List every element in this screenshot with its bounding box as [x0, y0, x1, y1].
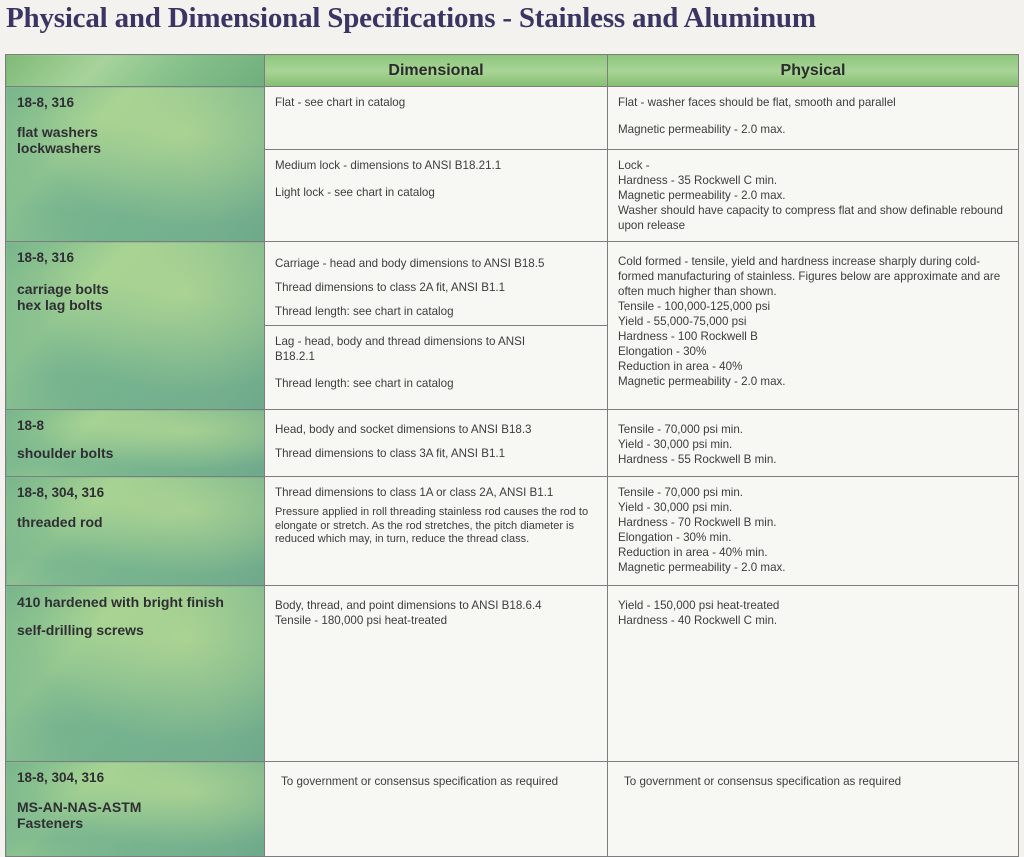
- physical-cell: [608, 242, 1019, 410]
- dimensional-cell: [265, 477, 608, 586]
- row-label-threaded-rod: [6, 477, 265, 586]
- dimensional-cell: [265, 87, 608, 150]
- spec-line: Magnetic permeability - 2.0 max.: [618, 189, 786, 202]
- spec-line: Light lock - see chart in catalog: [275, 186, 435, 199]
- spec-line: Reduction in area - 40% min.: [618, 546, 768, 559]
- spec-line: Head, body and socket dimensions to ANSI B18.3: [275, 423, 532, 436]
- physical-cell: [608, 150, 1019, 242]
- product-type: hex lag bolts: [17, 297, 103, 313]
- spec-line: Magnetic permeability - 2.0 max.: [618, 561, 786, 574]
- spec-table: [5, 54, 1019, 857]
- dimensional-cell: [265, 242, 608, 326]
- spec-line: To government or consensus specification as required: [281, 775, 559, 788]
- spec-line: Tensile - 70,000 psi min.: [618, 486, 744, 499]
- product-type: Fasteners: [17, 815, 84, 831]
- spec-line: Reduction in area - 40%: [618, 360, 743, 373]
- header-dimensional: Dimensional: [265, 55, 608, 87]
- spec-line: Body, thread, and point dimensions to ANSI B18.6.4: [275, 599, 542, 612]
- spec-line: Magnetic permeability - 2.0 max.: [618, 375, 786, 388]
- table-row: [6, 87, 1019, 150]
- spec-line: Thread dimensions to class 3A fit, ANSI B1.1: [275, 447, 506, 460]
- physical-cell: [608, 410, 1019, 477]
- product-type: threaded rod: [17, 514, 103, 530]
- spec-line: Flat - washer faces should be flat, smooth and parallel: [618, 96, 896, 109]
- physical-cell: [608, 477, 1019, 586]
- spec-line: Magnetic permeability - 2.0 max.: [618, 123, 786, 136]
- product-type: self-drilling screws: [17, 622, 144, 638]
- product-type: lockwashers: [17, 140, 102, 156]
- grade-label: 410 hardened with bright finish: [17, 594, 224, 610]
- spec-line: Cold formed - tensile, yield and hardness increase sharply during cold-formed manufacturing of stainless. Figures below are approximate and are often much higher than shown.: [618, 255, 1001, 298]
- spec-line: Thread dimensions to class 2A fit, ANSI B1.1: [275, 281, 506, 294]
- grade-label: 18-8, 304, 316: [17, 485, 105, 500]
- header-physical: Physical: [608, 55, 1019, 87]
- product-type: MS-AN-NAS-ASTM: [17, 799, 142, 815]
- spec-line: Carriage - head and body dimensions to ANSI B18.5: [275, 257, 545, 270]
- dimensional-cell: [265, 150, 608, 242]
- physical-cell: [608, 586, 1019, 762]
- table-header-row: [6, 55, 1019, 87]
- spec-line: Thread length: see chart in catalog: [275, 377, 454, 390]
- spec-line: Flat - see chart in catalog: [275, 96, 406, 109]
- spec-line: Lag - head, body and thread dimensions to ANSI B18.2.1: [275, 335, 526, 363]
- spec-line: Yield - 30,000 psi min.: [618, 438, 733, 451]
- spec-line: Hardness - 40 Rockwell C min.: [618, 614, 778, 627]
- spec-line: Hardness - 35 Rockwell C min.: [618, 174, 778, 187]
- spec-line: Hardness - 70 Rockwell B min.: [618, 516, 777, 529]
- spec-line: Washer should have capacity to compress flat and show definable rebound upon release: [618, 204, 1003, 232]
- spec-line: Yield - 55,000-75,000 psi: [618, 315, 747, 328]
- grade-label: 18-8, 316: [17, 95, 75, 110]
- header-corner: [6, 55, 265, 87]
- spec-line: Lock -: [618, 159, 650, 172]
- physical-cell: [608, 762, 1019, 857]
- row-label-bolts: [6, 242, 265, 410]
- spec-line: Elongation - 30%: [618, 345, 707, 358]
- product-type: shoulder bolts: [17, 445, 114, 461]
- dimensional-cell: [265, 410, 608, 477]
- table-row: [6, 410, 1019, 477]
- table-row: [6, 242, 1019, 326]
- grade-label: 18-8, 316: [17, 250, 75, 265]
- grade-label: 18-8: [17, 418, 45, 433]
- dimensional-cell: [265, 762, 608, 857]
- row-label-washers: [6, 87, 265, 242]
- row-label-self-drilling-screws: [6, 586, 265, 762]
- spec-line: Hardness - 100 Rockwell B: [618, 330, 758, 343]
- spec-line: Pressure applied in roll threading stainless rod causes the rod to elongate or stretch. As the rod stretches, the pitch diameter is reduced which may, in turn, reduce the thread class.: [275, 506, 589, 545]
- row-label-shoulder-bolts: [6, 410, 265, 477]
- page-title: Physical and Dimensional Specifications - Stainless and Aluminum: [6, 2, 816, 34]
- physical-cell: [608, 87, 1019, 150]
- spec-line: Thread length: see chart in catalog: [275, 305, 454, 318]
- spec-line: Medium lock - dimensions to ANSI B18.21.1: [275, 159, 502, 172]
- spec-line: Tensile - 180,000 psi heat-treated: [275, 614, 448, 627]
- dimensional-cell: [265, 326, 608, 410]
- product-type: flat washers: [17, 124, 98, 140]
- spec-line: Yield - 150,000 psi heat-treated: [618, 599, 780, 612]
- product-type: carriage bolts: [17, 281, 109, 297]
- row-label-ms-an-nas-astm: [6, 762, 265, 857]
- spec-line: Tensile - 100,000-125,000 psi: [618, 300, 771, 313]
- spec-line: Thread dimensions to class 1A or class 2A, ANSI B1.1: [275, 486, 554, 499]
- table-row: [6, 762, 1019, 857]
- dimensional-cell: [265, 586, 608, 762]
- table-row: [6, 586, 1019, 762]
- spec-line: Hardness - 55 Rockwell B min.: [618, 453, 777, 466]
- spec-line: Elongation - 30% min.: [618, 531, 732, 544]
- spec-line: Tensile - 70,000 psi min.: [618, 423, 744, 436]
- table-row: [6, 477, 1019, 586]
- spec-line: Yield - 30,000 psi min.: [618, 501, 733, 514]
- grade-label: 18-8, 304, 316: [17, 770, 105, 785]
- spec-line: To government or consensus specification as required: [624, 775, 902, 788]
